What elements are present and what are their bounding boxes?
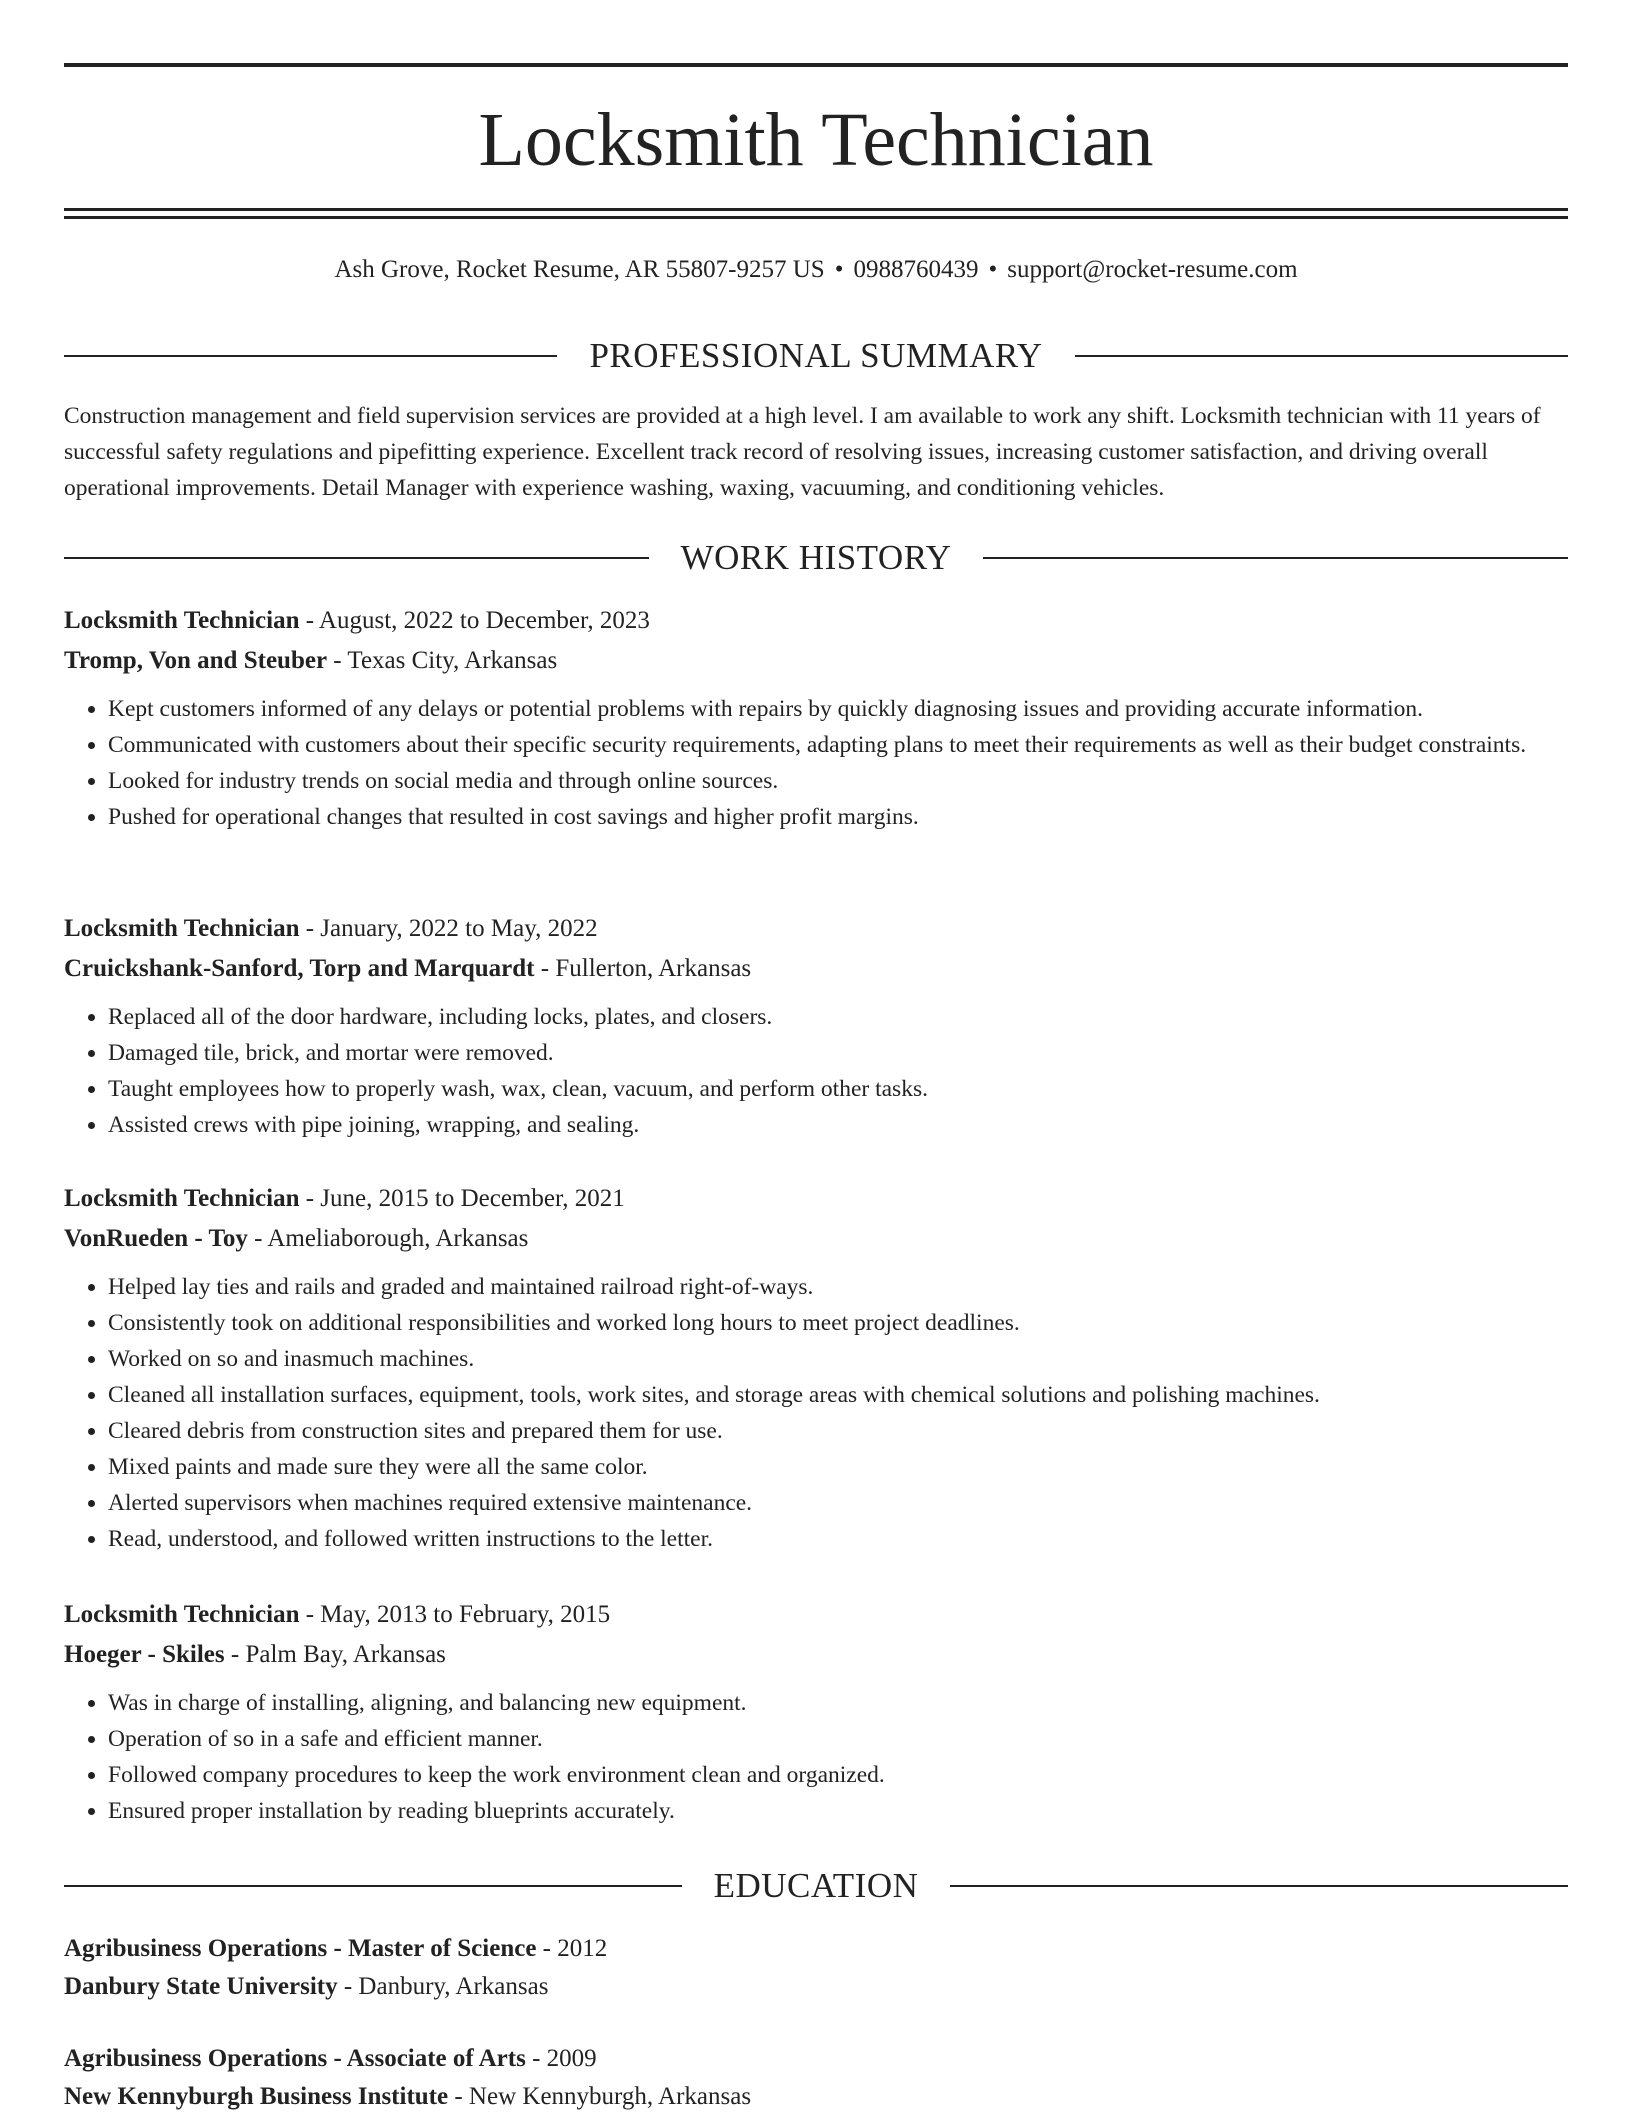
job-company-line: [64, 949, 1568, 989]
education-degree: Agribusiness Operations - Associate of Arts: [64, 2045, 526, 2072]
contact-email: support@rocket-resume.com: [1007, 256, 1298, 283]
heading-rule-left: [64, 557, 649, 559]
job-bullet: • Cleared debris from construction sites and prepared them for use.: [108, 1413, 1568, 1449]
job-title: Locksmith Technician: [64, 1185, 300, 1212]
job-title-line: [64, 1595, 1568, 1635]
job-dates: - January, 2022 to May, 2022: [299, 915, 598, 942]
job-entry: [64, 909, 1568, 1143]
job-dates: - August, 2022 to December, 2023: [299, 607, 650, 634]
education-school-line: [64, 1968, 1568, 2006]
job-bullets: [64, 1269, 1568, 1557]
job-bullets: [64, 691, 1568, 835]
contact-separator: •: [988, 256, 998, 283]
job-title-line: [64, 601, 1568, 641]
job-title: Locksmith Technician: [64, 1601, 300, 1628]
job-bullet: • Cleaned all installation surfaces, equipment, tools, work sites, and storage areas with chemical solutions and polishing machines.: [108, 1377, 1568, 1413]
header-double-rule: [64, 208, 1568, 219]
education-location: - New Kennyburgh, Arkansas: [448, 2083, 752, 2110]
job-bullet: • Looked for industry trends on social media and through online sources.: [108, 763, 1568, 799]
education-degree-line: [64, 2040, 1568, 2078]
job-bullet: • Alerted supervisors when machines required extensive maintenance.: [108, 1485, 1568, 1521]
job-entry: [64, 601, 1568, 835]
job-dates: - May, 2013 to February, 2015: [299, 1601, 611, 1628]
job-bullet: • Operation of so in a safe and efficient manner.: [108, 1721, 1568, 1757]
job-location: - Fullerton, Arkansas: [534, 955, 752, 982]
job-bullet: • Replaced all of the door hardware, including locks, plates, and closers.: [108, 999, 1568, 1035]
job-title-line: [64, 909, 1568, 949]
job-title: Locksmith Technician: [64, 915, 300, 942]
top-rule: [64, 63, 1568, 67]
education-location: - Danbury, Arkansas: [337, 1973, 549, 2000]
education-school: Danbury State University: [64, 1973, 338, 2000]
section-title: PROFESSIONAL SUMMARY: [589, 336, 1043, 375]
job-bullets: [64, 999, 1568, 1143]
job-bullet: • Consistently took on additional responsibilities and worked long hours to meet project deadlines.: [108, 1305, 1568, 1341]
job-location: - Ameliaborough, Arkansas: [247, 1225, 529, 1252]
section-heading-summary: [64, 334, 1568, 378]
job-bullet: • Read, understood, and followed written instructions to the letter.: [108, 1521, 1568, 1557]
job-bullet: • Communicated with customers about their specific security requirements, adapting plans to meet their requirements as well as their budget constraints.: [108, 727, 1568, 763]
job-company: Cruickshank-Sanford, Torp and Marquardt: [64, 955, 535, 982]
job-company: VonRueden - Toy: [64, 1225, 248, 1252]
job-bullet: • Pushed for operational changes that resulted in cost savings and higher profit margins.: [108, 799, 1568, 835]
section-heading-education: [64, 1864, 1568, 1908]
job-bullet: • Assisted crews with pipe joining, wrapping, and sealing.: [108, 1107, 1568, 1143]
education-year: - 2012: [536, 1935, 608, 1962]
contact-separator: •: [834, 256, 844, 283]
job-bullet: • Ensured proper installation by reading blueprints accurately.: [108, 1793, 1568, 1829]
job-dates: - June, 2015 to December, 2021: [299, 1185, 625, 1212]
heading-rule-right: [1075, 355, 1568, 357]
job-bullet: • Taught employees how to properly wash, wax, clean, vacuum, and perform other tasks.: [108, 1071, 1568, 1107]
job-bullet: • Kept customers informed of any delays or potential problems with repairs by quickly diagnosing issues and providing accurate information.: [108, 691, 1568, 727]
job-bullet: • Helped lay ties and rails and graded and maintained railroad right-of-ways.: [108, 1269, 1568, 1305]
education-degree-line: [64, 1930, 1568, 1968]
job-location: - Palm Bay, Arkansas: [224, 1641, 446, 1668]
job-bullet: • Damaged tile, brick, and mortar were removed.: [108, 1035, 1568, 1071]
education-school-line: [64, 2078, 1568, 2116]
education-year: - 2009: [525, 2045, 597, 2072]
heading-rule-right: [950, 1885, 1568, 1887]
heading-rule-right: [983, 557, 1568, 559]
section-heading-work-history: [64, 536, 1568, 580]
section-title: WORK HISTORY: [680, 538, 952, 577]
job-entry: [64, 1179, 1568, 1557]
job-bullet: • Followed company procedures to keep the work environment clean and organized.: [108, 1757, 1568, 1793]
job-entry: [64, 1595, 1568, 1829]
summary-text: Construction management and field supervision services are provided at a high level. I am available to work any shift. Locksmith technician with 11 years of successful safety regulations and pipefitting experience. Excellent track record of resolving issues, increasing customer satisfaction, and driving overall operational improvements. Detail Manager with experience washing, waxing, vacuuming, and conditioning vehicles.: [64, 403, 1541, 501]
job-bullet: • Mixed paints and made sure they were all the same color.: [108, 1449, 1568, 1485]
resume-name: Locksmith Technician: [478, 98, 1154, 182]
education-degree: Agribusiness Operations - Master of Science: [64, 1935, 537, 1962]
job-company: Tromp, Von and Steuber: [64, 647, 328, 674]
education-entry: [64, 2040, 1568, 2116]
heading-rule-left: [64, 355, 557, 357]
job-bullet: • Worked on so and inasmuch machines.: [108, 1341, 1568, 1377]
contact-address: Ash Grove, Rocket Resume, AR 55807-9257 US: [334, 256, 825, 283]
education-entry: [64, 1930, 1568, 2006]
job-title: Locksmith Technician: [64, 607, 300, 634]
job-title-line: [64, 1179, 1568, 1219]
job-company-line: [64, 1219, 1568, 1259]
job-company-line: [64, 1635, 1568, 1675]
heading-rule-left: [64, 1885, 682, 1887]
contact-phone: 0988760439: [853, 256, 979, 283]
job-company-line: [64, 641, 1568, 681]
contact-info: [64, 252, 1568, 288]
job-company: Hoeger - Skiles: [64, 1641, 225, 1668]
section-title: EDUCATION: [713, 1866, 919, 1905]
job-bullet: • Was in charge of installing, aligning, and balancing new equipment.: [108, 1685, 1568, 1721]
job-location: - Texas City, Arkansas: [327, 647, 558, 674]
job-bullets: [64, 1685, 1568, 1829]
education-school: New Kennyburgh Business Institute: [64, 2083, 449, 2110]
